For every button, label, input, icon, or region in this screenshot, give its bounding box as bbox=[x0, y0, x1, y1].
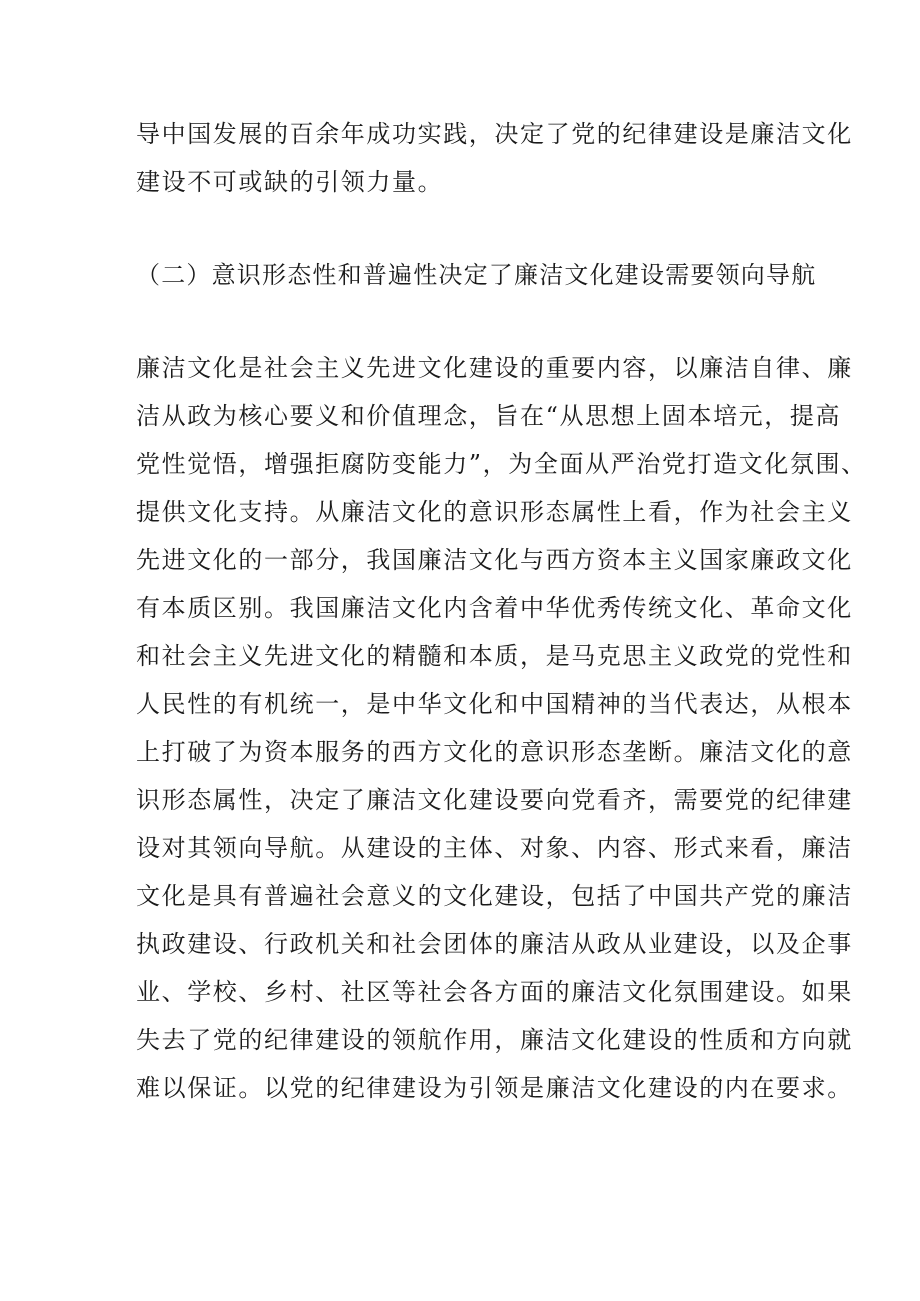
text-line: 有本质区别。我国廉洁文化内含着中华优秀传统文化、革命文化 bbox=[136, 594, 853, 622]
text-line: 洁从政为核心要义和价值理念，旨在“从思想上固本培元，提高 bbox=[136, 402, 842, 430]
text-line: 导中国发展的百余年成功实践，决定了党的纪律建设是廉洁文化 bbox=[136, 120, 853, 148]
text-line: 失去了党的纪律建设的领航作用，廉洁文化建设的性质和方向就 bbox=[136, 1026, 853, 1054]
text-line: 执政建设、行政机关和社会团体的廉洁从政从业建设，以及企事 bbox=[136, 930, 853, 958]
text-line: 提供文化支持。从廉洁文化的意识形态属性上看，作为社会主义 bbox=[136, 498, 853, 526]
text-line: 设对其领向导航。从建设的主体、对象、内容、形式来看，廉洁 bbox=[136, 834, 853, 862]
text-line: 党性觉悟，增强拒腐防变能力”，为全面从严治党打造文化氛围、 bbox=[136, 450, 867, 478]
text-line: 难以保证。以党的纪律建设为引领是廉洁文化建设的内在要求。 bbox=[136, 1074, 853, 1102]
text-line: 识形态属性，决定了廉洁文化建设要向党看齐，需要党的纪律建 bbox=[136, 786, 853, 814]
text-line: 上打破了为资本服务的西方文化的意识形态垄断。廉洁文化的意 bbox=[136, 738, 853, 766]
text-line: 文化是具有普遍社会意义的文化建设，包括了中国共产党的廉洁 bbox=[136, 882, 853, 910]
text-line: 先进文化的一部分，我国廉洁文化与西方资本主义国家廉政文化 bbox=[136, 546, 853, 574]
section-heading: （二）意识形态性和普遍性决定了廉洁文化建设需要领向导航 bbox=[136, 261, 817, 289]
text-line: 业、学校、乡村、社区等社会各方面的廉洁文化氛围建设。如果 bbox=[136, 978, 853, 1006]
text-line: 建设不可或缺的引领力量。 bbox=[136, 168, 444, 196]
text-line: 和社会主义先进文化的精髓和本质，是马克思主义政党的党性和 bbox=[136, 642, 853, 670]
text-line: 廉洁文化是社会主义先进文化建设的重要内容，以廉洁自律、廉 bbox=[136, 354, 853, 382]
text-line: 人民性的有机统一，是中华文化和中国精神的当代表达，从根本 bbox=[136, 690, 853, 718]
